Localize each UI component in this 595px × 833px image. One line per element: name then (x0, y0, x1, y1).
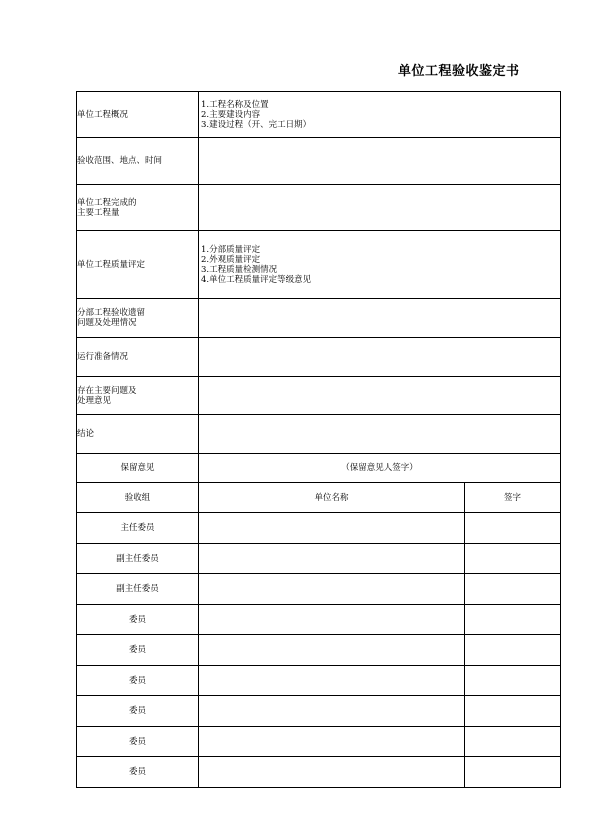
row-label: 存在主要问题及 处理意见 (77, 377, 199, 415)
unit-name-field[interactable] (199, 544, 465, 574)
committee-header-row (77, 483, 561, 513)
form-row (77, 185, 561, 231)
row-label: 单位工程质量评定 (77, 231, 199, 299)
form-row (77, 338, 561, 377)
row-label: 单位工程概况 (77, 92, 199, 138)
row-value-field[interactable] (199, 415, 561, 454)
unit-name-header: 单位名称 (199, 483, 465, 513)
signature-field[interactable] (465, 544, 561, 574)
row-value-field[interactable]: 1.分部质量评定 2.外观质量评定 3.工程质量检测情况 4.单位工程质量评定等级意见 (199, 231, 561, 299)
member-role: 副主任委员 (77, 574, 199, 605)
group-header: 验收组 (77, 483, 199, 513)
signature-field[interactable] (465, 635, 561, 666)
committee-member-row (77, 544, 561, 574)
form-row (77, 231, 561, 299)
signature-field[interactable] (465, 513, 561, 544)
unit-name-field[interactable] (199, 666, 465, 696)
document-title: 单位工程验收鉴定书 (398, 64, 520, 79)
signature-field[interactable] (465, 574, 561, 605)
reservation-row (77, 454, 561, 483)
signature-header: 签字 (465, 483, 561, 513)
row-label: 单位工程完成的 主要工程量 (77, 185, 199, 231)
unit-name-field[interactable] (199, 727, 465, 757)
committee-member-row (77, 696, 561, 727)
member-role: 委员 (77, 666, 199, 696)
signature-field[interactable] (465, 727, 561, 757)
row-value-field[interactable] (199, 377, 561, 415)
row-label: 验收范围、地点、时间 (77, 138, 199, 185)
member-role: 委员 (77, 605, 199, 635)
row-label: 结论 (77, 415, 199, 454)
unit-name-field[interactable] (199, 635, 465, 666)
signature-field[interactable] (465, 666, 561, 696)
acceptance-form-table (76, 91, 561, 788)
row-value-field[interactable] (199, 299, 561, 338)
row-value-field[interactable] (199, 138, 561, 185)
signature-field[interactable] (465, 605, 561, 635)
member-role: 委员 (77, 757, 199, 788)
committee-member-row (77, 635, 561, 666)
reservation-label: 保留意见 (77, 454, 199, 483)
committee-member-row (77, 757, 561, 788)
form-row (77, 415, 561, 454)
member-role: 委员 (77, 696, 199, 727)
reservation-signature-field[interactable]: （保留意见人签字） (199, 454, 561, 483)
unit-name-field[interactable] (199, 605, 465, 635)
unit-name-field[interactable] (199, 513, 465, 544)
committee-member-row (77, 574, 561, 605)
member-role: 主任委员 (77, 513, 199, 544)
member-role: 委员 (77, 635, 199, 666)
form-row (77, 138, 561, 185)
unit-name-field[interactable] (199, 757, 465, 788)
row-value-field[interactable] (199, 185, 561, 231)
unit-name-field[interactable] (199, 574, 465, 605)
row-label: 运行准备情况 (77, 338, 199, 377)
signature-field[interactable] (465, 757, 561, 788)
committee-member-row (77, 513, 561, 544)
row-value-field[interactable]: 1.工程名称及位置 2.主要建设内容 3.建设过程（开、完工日期） (199, 92, 561, 138)
form-row (77, 377, 561, 415)
form-row (77, 299, 561, 338)
committee-member-row (77, 666, 561, 696)
signature-field[interactable] (465, 696, 561, 727)
unit-name-field[interactable] (199, 696, 465, 727)
row-value-field[interactable] (199, 338, 561, 377)
committee-member-row (77, 605, 561, 635)
member-role: 委员 (77, 727, 199, 757)
member-role: 副主任委员 (77, 544, 199, 574)
row-label: 分部工程验收遗留 问题及处理情况 (77, 299, 199, 338)
form-row (77, 92, 561, 138)
committee-member-row (77, 727, 561, 757)
